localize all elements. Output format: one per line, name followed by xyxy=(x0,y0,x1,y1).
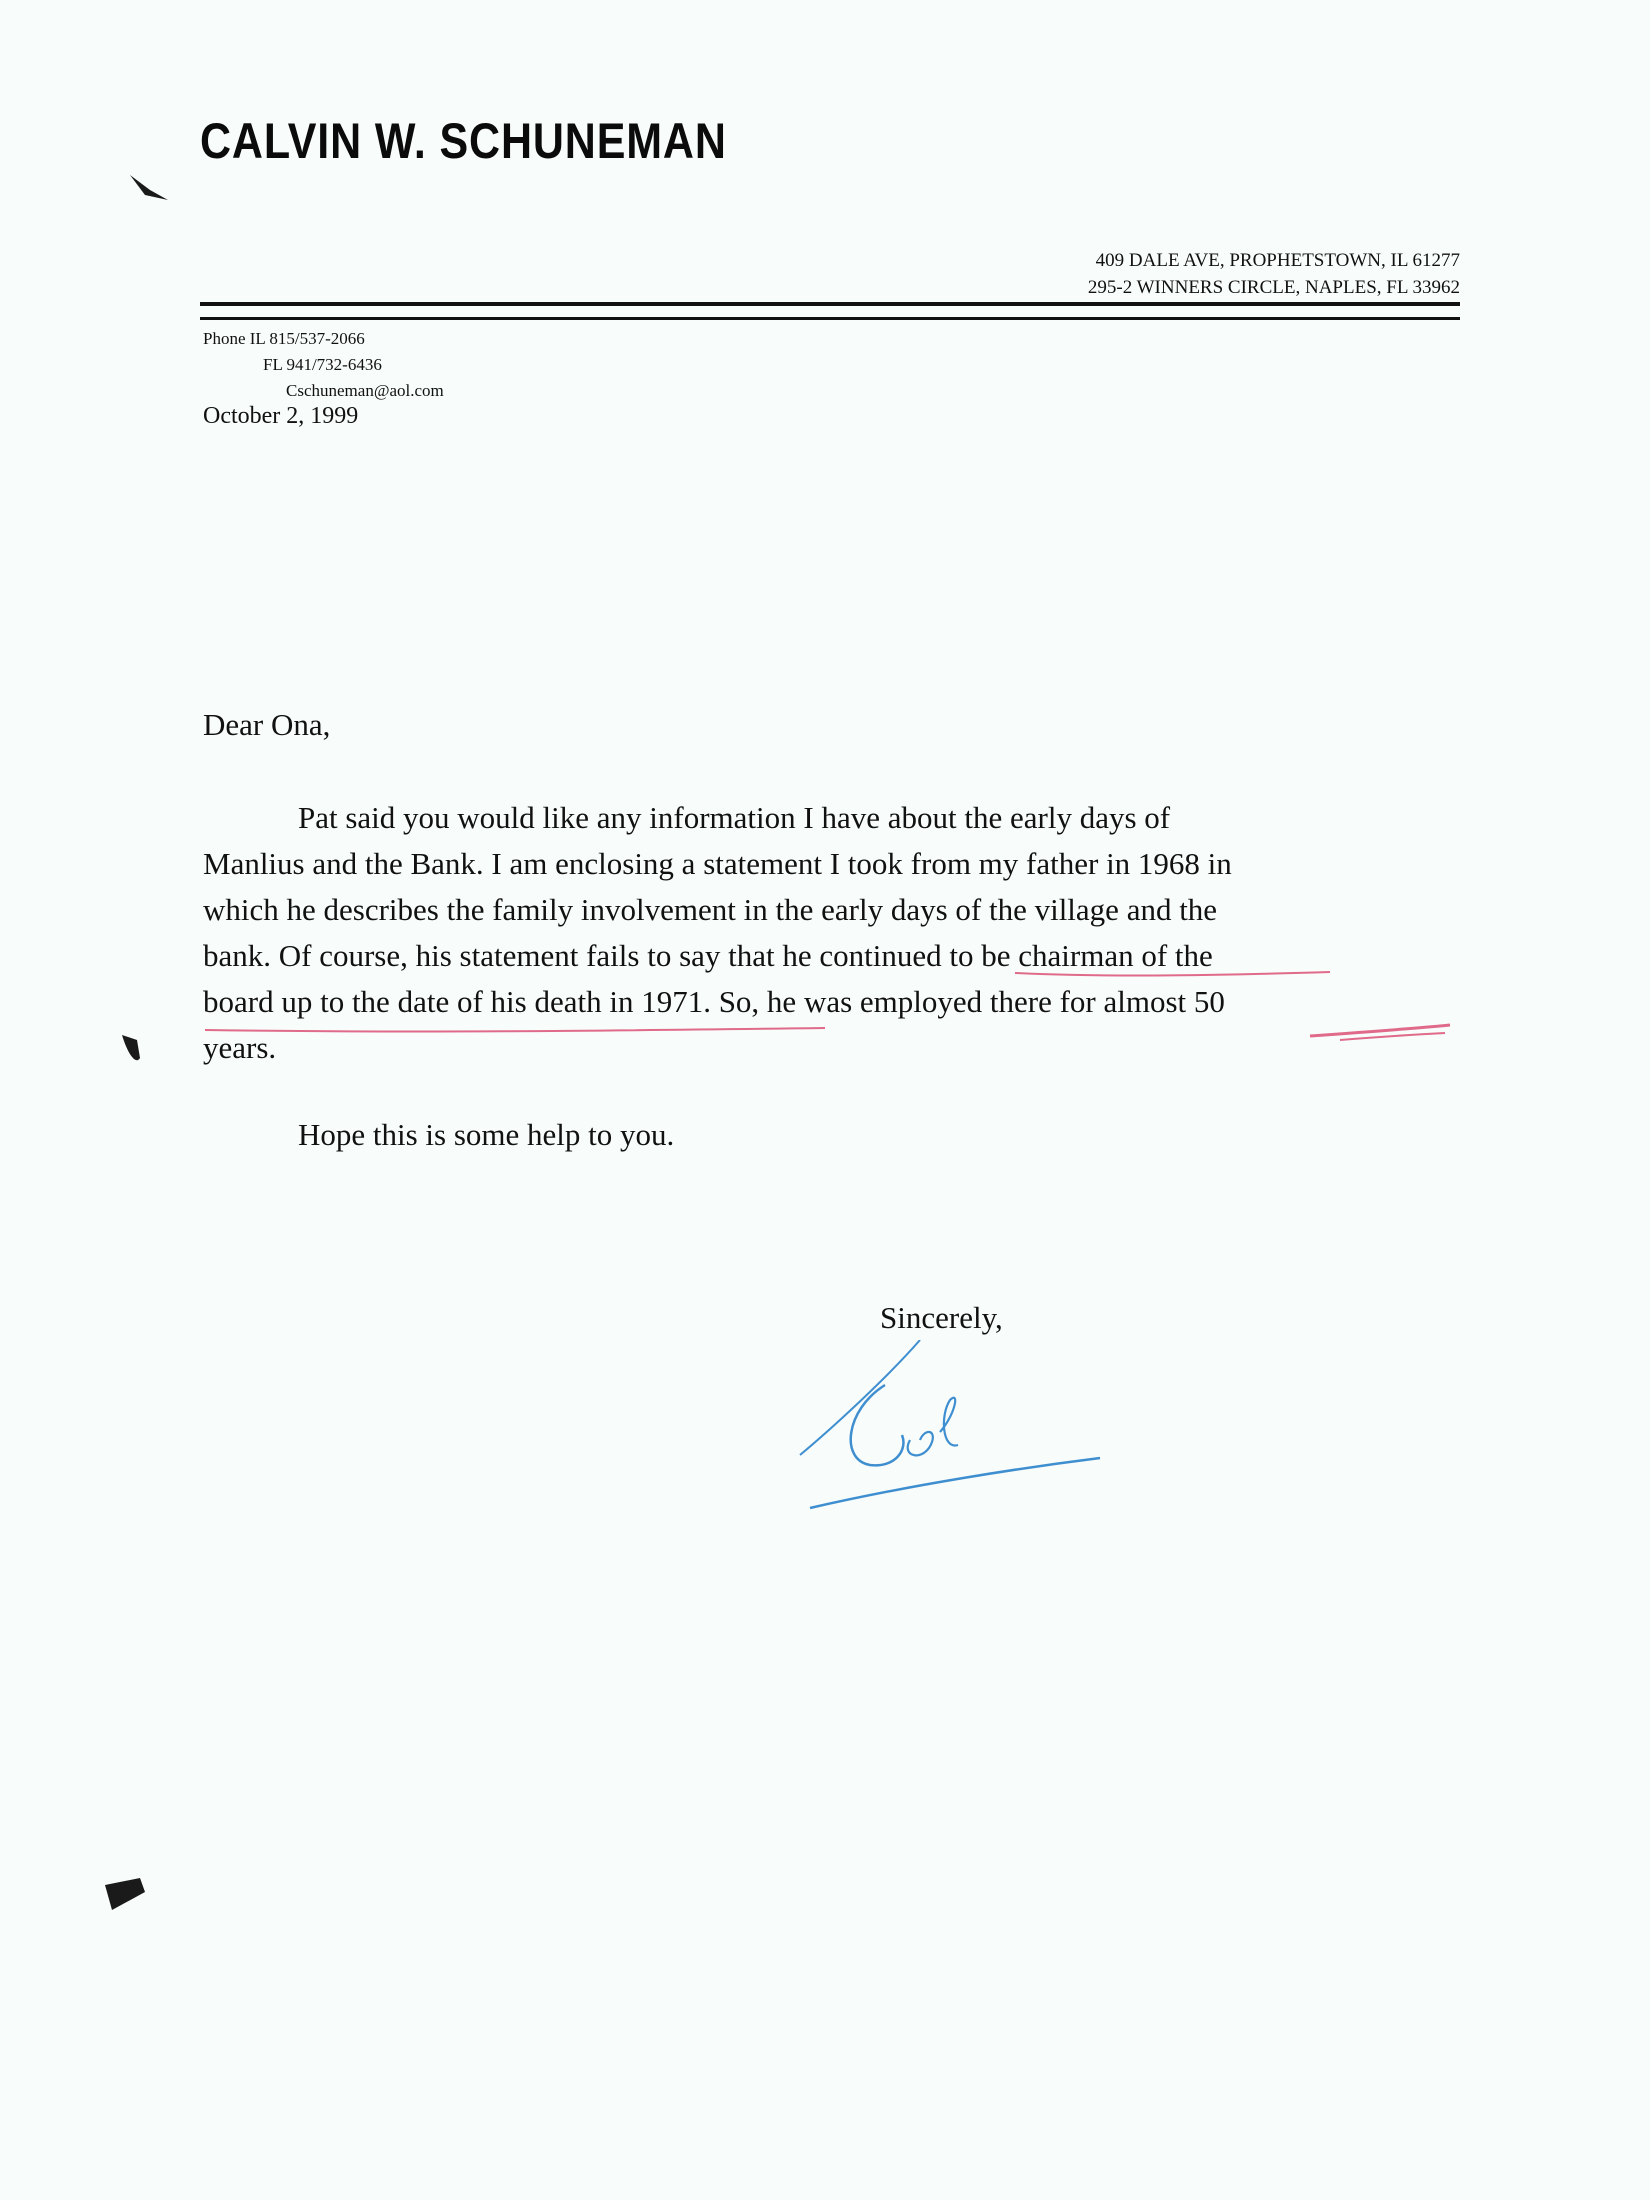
letterhead-address xyxy=(1088,247,1460,301)
handwritten-signature xyxy=(790,1340,1110,1520)
letterhead-name: CALVIN W. SCHUNEMAN xyxy=(200,113,727,169)
letter-greeting: Dear Ona, xyxy=(203,707,331,742)
body-line: Pat said you would like any information I have about the early days of xyxy=(298,800,1171,835)
scan-mark xyxy=(130,175,168,200)
letter-date: October 2, 1999 xyxy=(203,403,359,429)
letterhead-rule-bottom xyxy=(200,317,1460,320)
phone-il: Phone IL 815/537-2066 xyxy=(203,329,365,348)
closing-line: Hope this is some help to you. xyxy=(298,1117,675,1152)
address-line-il: 409 DALE AVE, PROPHETSTOWN, IL 61277 xyxy=(1095,250,1460,271)
body-line: Manlius and the Bank. I am enclosing a statement I took from my father in 1968 in xyxy=(203,846,1232,881)
body-line: which he describes the family involvement in the early days of the village and the xyxy=(203,892,1218,927)
contact-block xyxy=(203,326,444,404)
scan-mark xyxy=(105,1878,145,1910)
body-line: board up to the date of his death in 1971. So, he was employed there for almost 50 xyxy=(203,984,1225,1019)
phone-fl: FL 941/732-6436 xyxy=(263,355,382,374)
email-address: Cschuneman@aol.com xyxy=(286,381,444,400)
letterhead-rule-top xyxy=(200,302,1460,306)
body-line: bank. Of course, his statement fails to say that he continued to be chairman of the xyxy=(203,938,1213,973)
body-line: years. xyxy=(203,1030,277,1065)
scan-mark xyxy=(122,1035,140,1060)
signoff: Sincerely, xyxy=(880,1300,1003,1335)
address-line-fl: 295-2 WINNERS CIRCLE, NAPLES, FL 33962 xyxy=(1087,277,1460,298)
letter-body xyxy=(203,795,1463,1071)
